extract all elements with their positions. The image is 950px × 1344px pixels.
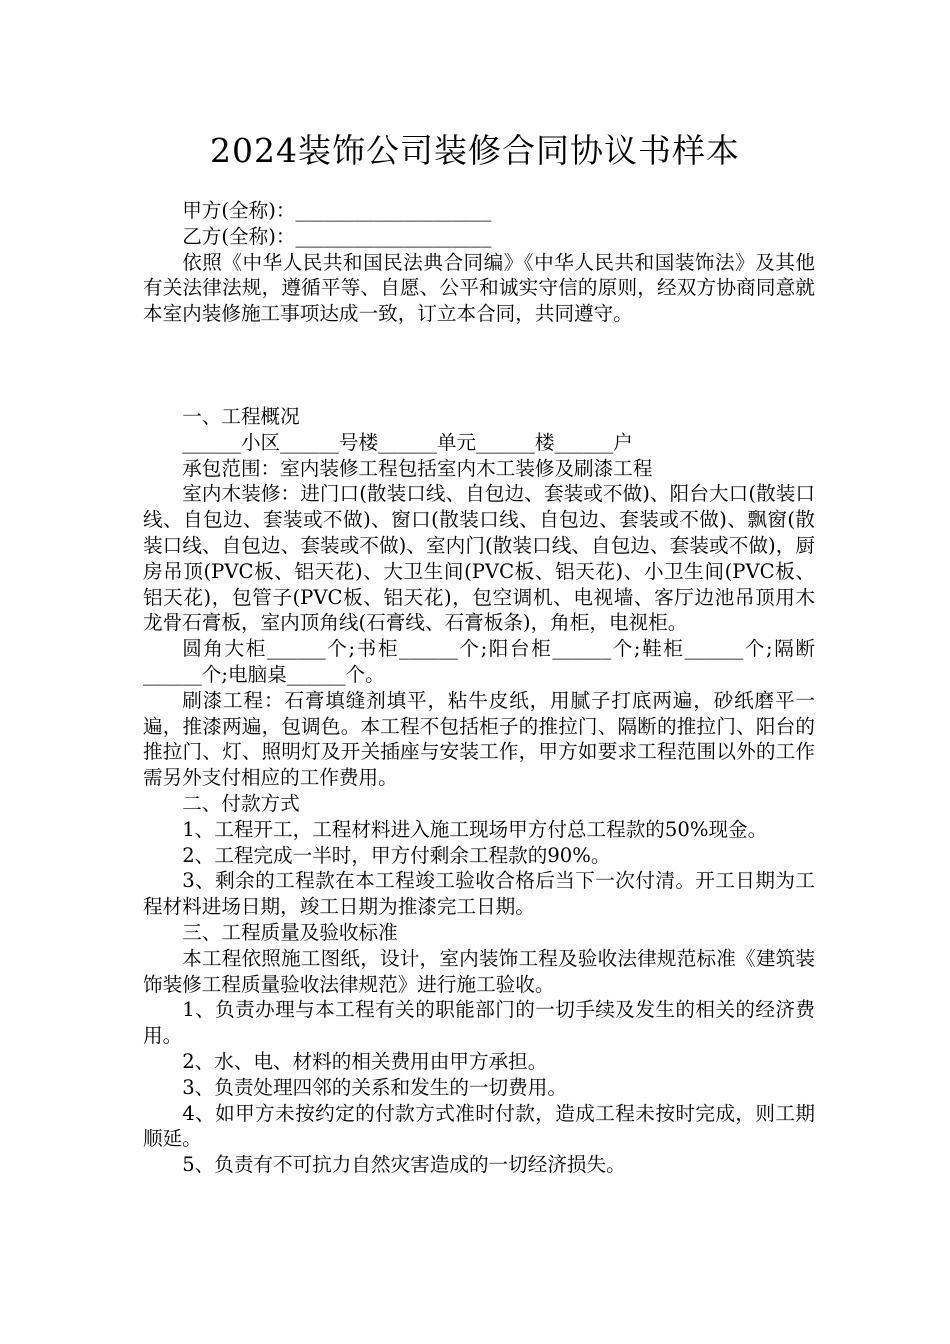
party-a-line: 甲方(全称)：____________________ (182, 199, 492, 222)
section-heading: 二、付款方式 (182, 791, 300, 815)
paragraph: 承包范围：室内装修工程包括室内木工装修及刷漆工程 (182, 456, 653, 480)
paragraph: 1、负责办理与本工程有关的职能部门的一切手续及发生的相关的经济费用。 (143, 998, 815, 1048)
document-title: 2024装饰公司装修合同协议书样本 (210, 131, 740, 170)
paragraph: 5、负责有不可抗力自然灾害造成的一切经济损失。 (182, 1153, 626, 1177)
document-body (143, 198, 815, 1178)
section-heading: 一、工程概况 (182, 404, 300, 428)
paragraph: 2、工程完成一半时，甲方付剩余工程款的90%。 (182, 843, 611, 867)
address-fill-line: ______小区______号楼______单元______楼______户 (182, 430, 633, 454)
paragraph: 1、工程开工，工程材料进入施工现场甲方付总工程款的50%现金。 (182, 817, 768, 841)
blank-gap (143, 327, 815, 404)
party-b-line: 乙方(全称)：____________________ (182, 224, 492, 248)
paragraph: 本工程依照施工图纸，设计，室内装饰工程及验收法律规范标准《建筑装饰装修工程质量验收法律规范》进行施工验收。 (143, 946, 815, 996)
section-heading: 三、工程质量及验收标准 (182, 920, 398, 944)
intro-paragraph: 依照《中华人民共和国民法典合同编》《中华人民共和国装饰法》及其他有关法律法规，遵循平等、自愿、公平和诚实守信的原则，经双方协商同意就本室内装修施工事项达成一致，订立本合同，共同遵守。 (143, 250, 815, 326)
paragraph: 室内木装修：进门口(散装口线、自包边、套装或不做)、阳台大口(散装口线、自包边、套装或不做)、窗口(散装口线、自包边、套装或不做)、飘窗(散装口线、自包边、套装或不做)、室内门(散装口线、自包边、套装或不做)，厨房吊顶(PVC板、铝天花)、大卫生间(PVC板、铝天花)、小卫生间(PVC板、铝天花)，包管子(PVC板、铝天花)，包空调机、电视墙、客厅边池吊顶用木龙骨石膏板，室内顶角线(石膏线、石膏板条)，角柜，电视柜。 (143, 482, 815, 635)
paragraph: 2、水、电、材料的相关费用由甲方承担。 (182, 1049, 548, 1073)
paragraph: 圆角大柜______个;书柜______个;阳台柜______个;鞋柜______个;隔断______个;电脑桌______个。 (143, 637, 815, 686)
paragraph: 3、负责处理四邻的关系和发生的一切费用。 (182, 1075, 567, 1099)
paragraph: 刷漆工程：石膏填缝剂填平，粘牛皮纸，用腻子打底两遍，砂纸磨平一遍，推漆两遍，包调色。本工程不包括柜子的推拉门、隔断的推拉门、阳台的推拉门、灯、照明灯及开关插座与安装工作，甲方如要求工程范围以外的工作需另外支付相应的工作费用。 (143, 688, 815, 790)
paragraph: 3、剩余的工程款在本工程竣工验收合格后当下一次付清。开工日期为工程材料进场日期，竣工日期为推漆完工日期。 (143, 869, 815, 919)
paragraph: 4、如甲方未按约定的付款方式准时付款，造成工程未按时完成，则工期顺延。 (143, 1101, 815, 1151)
